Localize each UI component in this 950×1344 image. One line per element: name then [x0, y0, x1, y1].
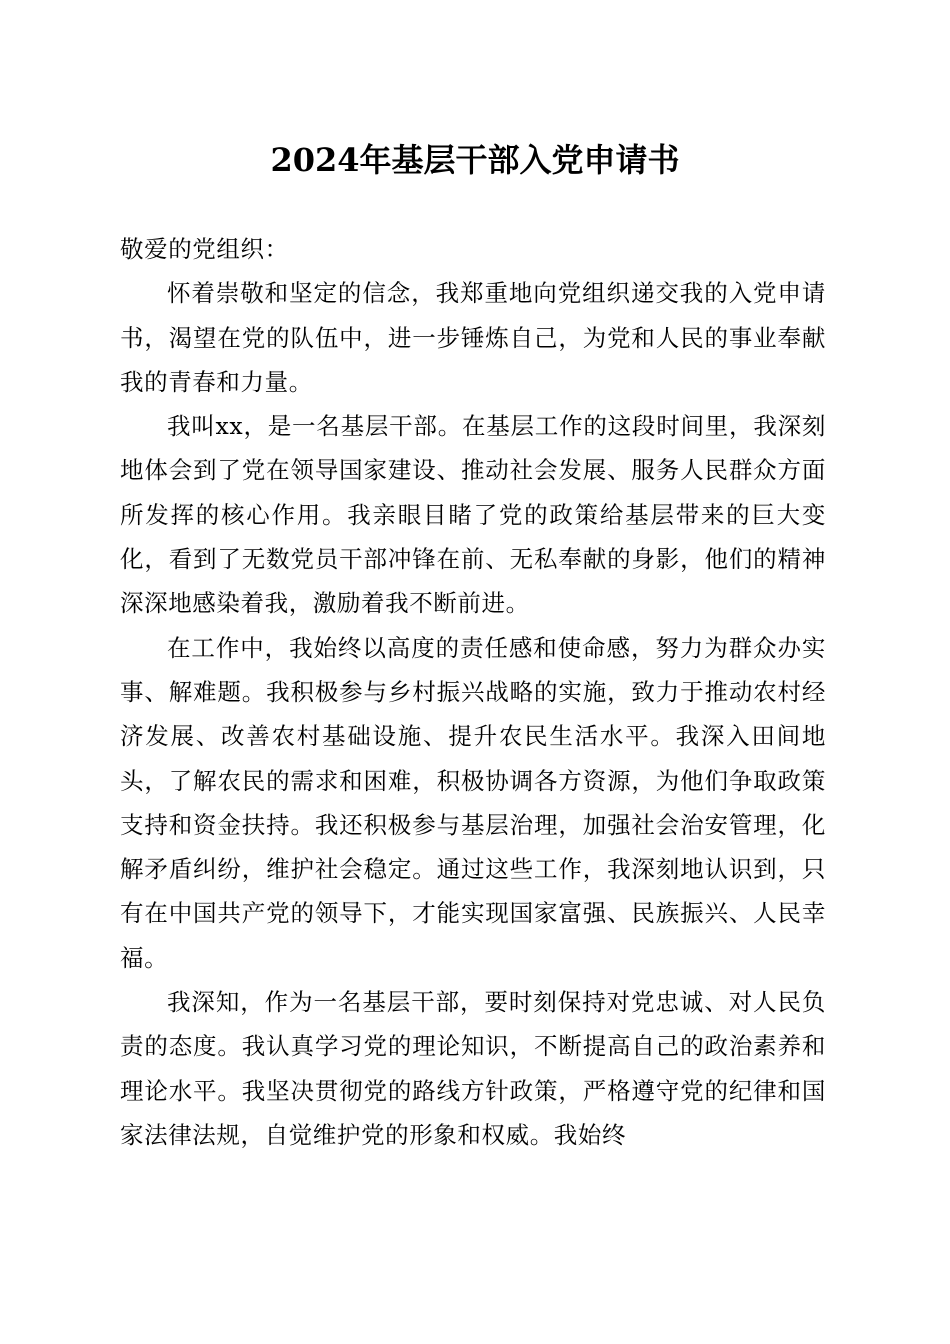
document-title: 2024年基层干部入党申请书 — [270, 141, 680, 179]
document-body — [120, 227, 826, 1157]
paragraph-2: 我叫xx，是一名基层干部。在基层工作的这段时间里，我深刻地体会到了党在领导国家建设、推动社会发展、服务人民群众方面所发挥的核心作用。我亲眼目睹了党的政策给基层带来的巨大变化，看到了无数党员干部冲锋在前、无私奉献的身影，他们的精神深深地感染着我，激励着我不断前进。 — [120, 412, 826, 618]
paragraph-4: 我深知，作为一名基层干部，要时刻保持对党忠诚、对人民负责的态度。我认真学习党的理论知识，不断提高自己的政治素养和理论水平。我坚决贯彻党的路线方针政策，严格遵守党的纪律和国家法律法规，自觉维护党的形象和权威。我始终 — [120, 988, 826, 1149]
paragraph-3: 在工作中，我始终以高度的责任感和使命感，努力为群众办实事、解难题。我积极参与乡村振兴战略的实施，致力于推动农村经济发展、改善农村基础设施、提升农民生活水平。我深入田间地头，了解农民的需求和困难，积极协调各方资源，为他们争取政策支持和资金扶持。我还积极参与基层治理，加强社会治安管理，化解矛盾纠纷，维护社会稳定。通过这些工作，我深刻地认识到，只有在中国共产党的领导下，才能实现国家富强、民族振兴、人民幸福。 — [120, 633, 826, 972]
paragraph-1: 怀着崇敬和坚定的信念，我郑重地向党组织递交我的入党申请书，渴望在党的队伍中，进一步锤炼自己，为党和人民的事业奉献我的青春和力量。 — [120, 279, 826, 396]
salutation: 敬爱的党组织： — [120, 235, 289, 263]
